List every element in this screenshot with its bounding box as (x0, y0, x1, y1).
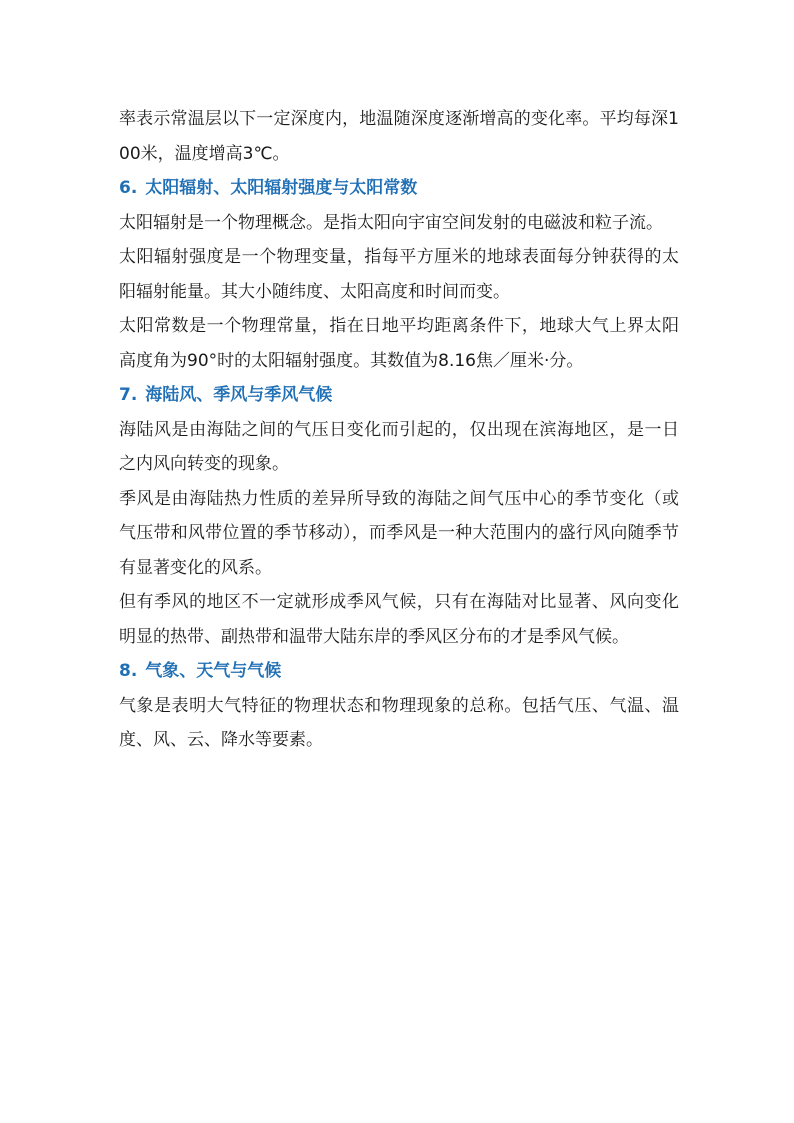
section-heading-7 (119, 378, 679, 413)
section-heading-6 (119, 171, 679, 206)
section-number: 6. (119, 178, 138, 198)
section-number: 7. (119, 385, 138, 405)
paragraph-monsoon-climate: 但有季风的地区不一定就形成季风气候，只有在海陆对比显著、风向变化明显的热带、副热带和温带大陆东岸的季风区分布的才是季风气候。 (119, 592, 679, 647)
paragraph-meteorology: 气象是表明大气特征的物理状态和物理现象的总称。包括气压、气温、温度、风、云、降水等要素。 (119, 695, 679, 750)
section-heading-8 (119, 654, 679, 689)
paragraph-monsoon: 季风是由海陆热力性质的差异所导致的海陆之间气压中心的季节变化（或气压带和风带位置的季节移动），而季风是一种大范围内的盛行风向随季节有显著变化的风系。 (119, 488, 679, 578)
section-title: 气象、天气与气候 (145, 661, 282, 681)
paragraph-sea-land-breeze: 海陆风是由海陆之间的气压日变化而引起的，仅出现在滨海地区，是一日之内风向转变的现象。 (119, 419, 679, 474)
section-title: 海陆风、季风与季风气候 (145, 385, 333, 405)
paragraph-solar-constant: 太阳常数是一个物理常量，指在日地平均距离条件下，地球大气上界太阳高度角为90°时的太阳辐射强度。其数值为8.16焦／厘米·分。 (119, 316, 679, 371)
paragraph-solar-radiation-intensity: 太阳辐射强度是一个物理变量，指每平方厘米的地球表面每分钟获得的太阳辐射能量。其大小随纬度、太阳高度和时间而变。 (119, 247, 679, 302)
paragraph-solar-radiation: 太阳辐射是一个物理概念。是指太阳向宇宙空间发射的电磁波和粒子流。 (119, 212, 663, 233)
paragraph-geothermal-gradient: 率表示常温层以下一定深度内，地温随深度逐渐增高的变化率。平均每深100米，温度增高3℃。 (119, 109, 679, 164)
section-title: 太阳辐射、太阳辐射强度与太阳常数 (145, 178, 418, 198)
section-number: 8. (119, 661, 138, 681)
document-page (119, 102, 679, 758)
